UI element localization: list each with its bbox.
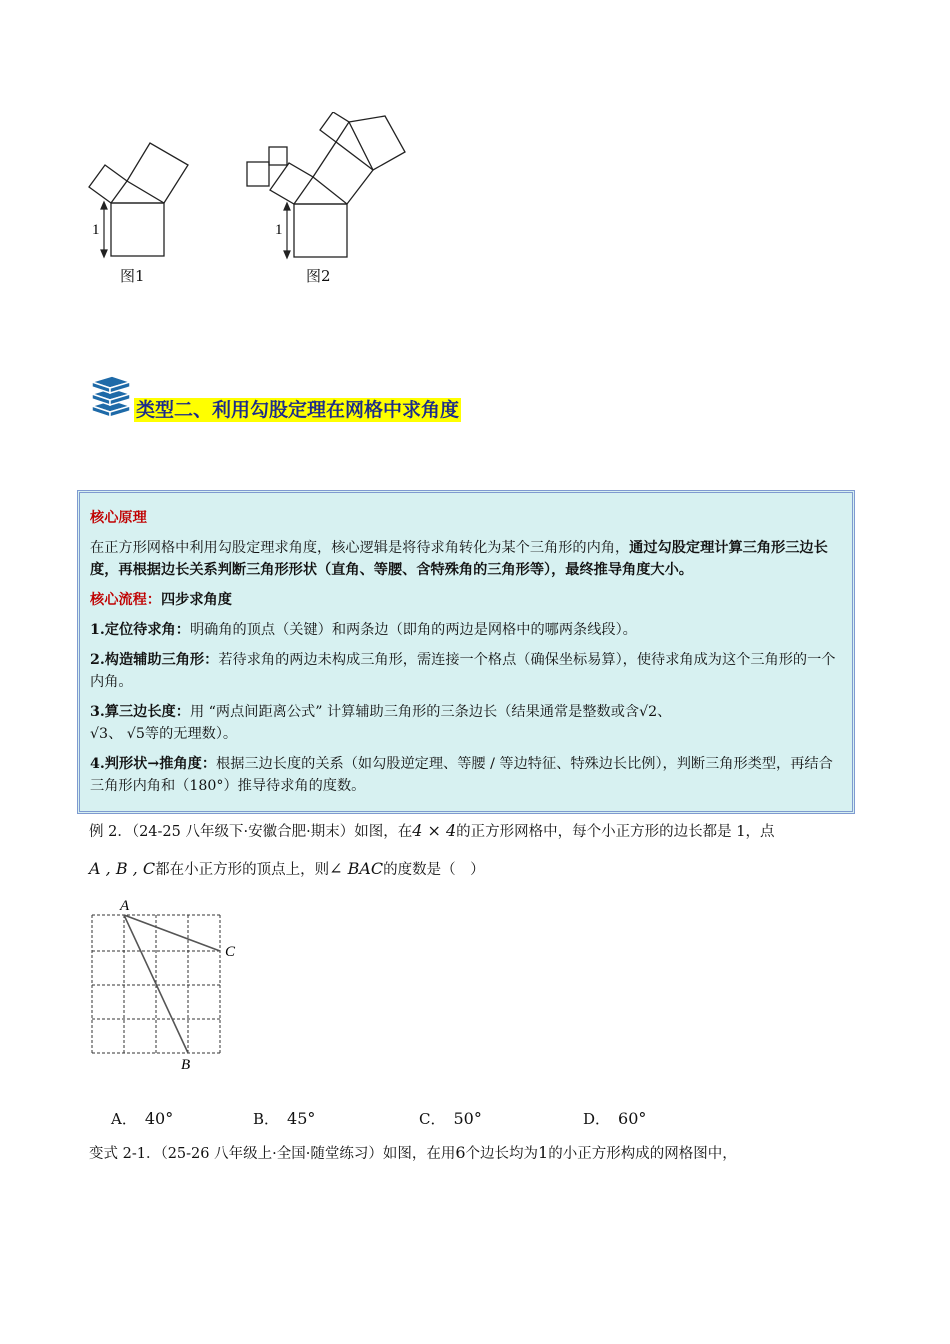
stacked-books-icon [86, 376, 134, 418]
fig2-small-square-1 [247, 162, 269, 186]
point-A-label: A [120, 898, 130, 914]
point-C-label: C [225, 944, 236, 960]
fig2-left-square [270, 163, 313, 204]
fig1-caption: 图1 [120, 267, 145, 285]
core-principle-box [77, 490, 855, 814]
example-2-line-1: 例 2．（24-25 八年级下·安徽合肥·期末）如图，在4 × 4的正方形网格中，每个小正方形的边长都是 1，点 [89, 821, 775, 840]
step-1: 1.定位待求角：明确角的顶点（关键）和两条边（即角的两边是网格中的哪两条线段）。 [90, 622, 637, 638]
figure-2 [240, 112, 410, 264]
fig2-small-square-2 [269, 147, 287, 165]
fig2-caption: 图2 [306, 267, 331, 285]
fig2-small-square-4 [349, 116, 405, 170]
option-d[interactable]: D． 60° [583, 1109, 647, 1128]
flow-heading: 核心流程：四步求角度 [90, 592, 232, 608]
variant-2-1: 变式 2-1．（25-26 八年级上·全国·随堂练习）如图，在用6个边长均为1的小正方形构成的网格图中， [89, 1143, 737, 1162]
example-2-line-2: A , B , C都在小正方形的顶点上，则∠ BAC的度数是（ ） [89, 859, 485, 878]
point-B-label: B [181, 1057, 191, 1073]
principle-paragraph: 在正方形网格中利用勾股定理求角度，核心逻辑是将待求角转化为某个三角形的内角，通过勾股定理计算三角形三边长度，再根据边长关系判断三角形形状（直角、等腰、含特殊角的三角形等），最终推导角度大小。 [90, 540, 828, 578]
step-3: 3.算三边长度：用 “两点间距离公式” 计算辅助三角形的三条边长（结果通常是整数或含√2、 √3、 √5等的无理数）。 [90, 704, 672, 742]
step-4: 4.判形状→推角度：根据三边长度的关系（如勾股逆定理、等腰 / 等边特征、特殊边长比例），判断三角形类型，再结合三角形内角和（180°）推导待求角的度数。 [90, 756, 833, 794]
fig2-side-label: 1 [275, 222, 283, 238]
principle-heading: 核心原理 [90, 510, 147, 526]
fig1-right-square [127, 143, 188, 203]
sqrt-symbol: √ [639, 704, 649, 720]
fig1-side-label: 1 [92, 222, 100, 238]
option-b[interactable]: B． 45° [253, 1109, 316, 1128]
option-c[interactable]: C． 50° [419, 1109, 482, 1128]
fig1-big-square [111, 203, 164, 256]
fig2-small-square-3 [320, 112, 349, 142]
fig2-big-square [294, 204, 347, 257]
option-a[interactable]: A． 40° [111, 1109, 174, 1128]
section-title: 类型二、利用勾股定理在网格中求角度 [136, 399, 460, 421]
fig1-left-square [89, 165, 127, 203]
grid-figure [82, 895, 242, 1075]
step-2: 2.构造辅助三角形：若待求角的两边未构成三角形，需连接一个格点（确保坐标易算），使待求角成为这个三角形的一个内角。 [90, 652, 836, 690]
figure-1 [80, 140, 200, 265]
